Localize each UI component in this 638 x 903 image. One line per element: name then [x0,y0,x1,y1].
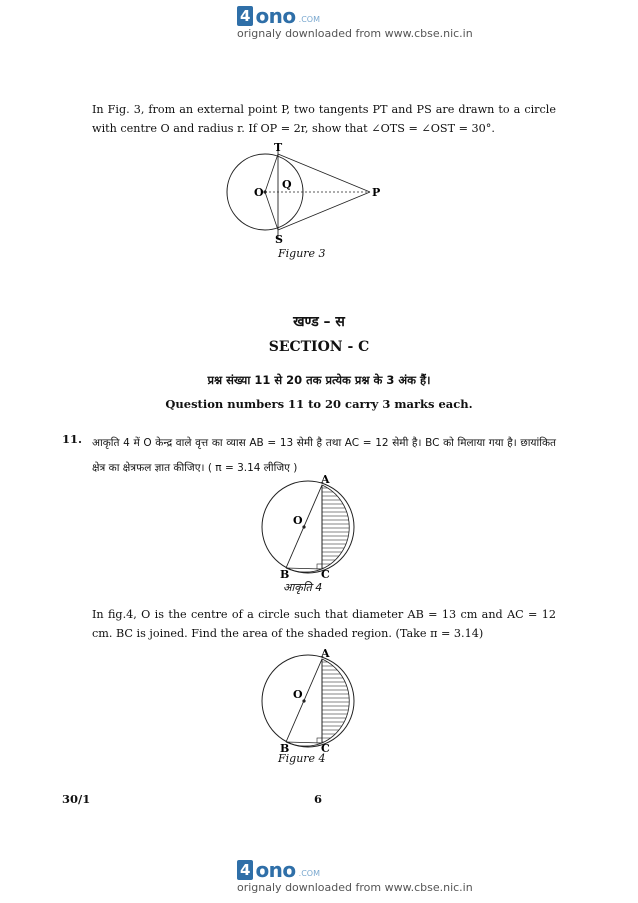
centre-point [263,190,266,193]
logo-tagline: orignaly downloaded from www.cbse.nic.in [237,881,473,894]
label-o: O [254,186,264,199]
paper-code: 30/1 [62,792,91,806]
instruction-english: Question numbers 11 to 20 carry 3 marks each. [165,397,473,411]
label-o: O [293,688,303,701]
figure-4-english-caption: Figure 4 [278,752,326,765]
centre-point [302,699,305,702]
label-c: C [321,742,330,754]
shaded-segment-ac [322,659,349,743]
figure-3 [220,140,400,246]
logo-com: .COM [298,869,320,878]
tangent-pt [278,154,370,192]
shaded-segment-ac [322,485,349,569]
question-number: 11. [62,432,83,446]
figure-4-hindi-caption: आकृति 4 [283,581,323,594]
label-t: T [274,141,283,154]
label-c: C [321,568,330,580]
instruction-hindi: प्रश्न संख्या 11 से 20 तक प्रत्येक प्रश्न के 3 अंक हैं। [207,373,431,387]
q10-english-text: In Fig. 3, from an external point P, two tangents PT and PS are drawn to a circle with centre O and radius r. If OP = 2r, show that ∠OTS = ∠OST = 30°. [92,103,556,135]
radius-ot [265,154,278,192]
section-title: SECTION - C [268,339,370,355]
figure-4-english [255,648,375,754]
footer-logo [237,858,473,894]
q11-english-text: In fig.4, O is the centre of a circle such that diameter AB = 13 cm and AC = 12 cm. BC is joined. Find the area of the shaded region. (Take π = 3.14) [92,608,556,640]
figure-4-hindi [255,474,375,580]
label-b: B [280,742,290,754]
label-o: O [293,514,303,527]
q11-hindi-text: आकृति 4 में O केन्द्र वाले वृत्त का व्यास AB = 13 सेमी है तथा AC = 12 सेमी है। BC को मिलाया गया है। छायांकित क्षेत्र का क्षेत्रफल ज्ञात कीजिए। ( π = 3.14 लीजिए ) [92,437,556,474]
header-logo [237,4,473,40]
label-p: P [372,186,381,199]
label-a: A [321,474,330,486]
section-hindi-title: खण्ड – स [293,314,345,330]
page-number: 6 [314,792,323,806]
logo-tagline: orignaly downloaded from www.cbse.nic.in [237,27,473,40]
radius-os [265,192,278,230]
centre-point [302,525,305,528]
figure-3-caption: Figure 3 [278,247,326,260]
logo-box: 4 [237,6,253,26]
logo-text: ono [255,4,296,28]
logo-text: ono [255,858,296,882]
label-a: A [321,648,330,660]
logo-box: 4 [237,860,253,880]
label-s: S [275,233,283,246]
logo-com: .COM [298,15,320,24]
tangent-ps [278,192,370,230]
label-b: B [280,568,290,580]
label-q: Q [282,178,292,191]
